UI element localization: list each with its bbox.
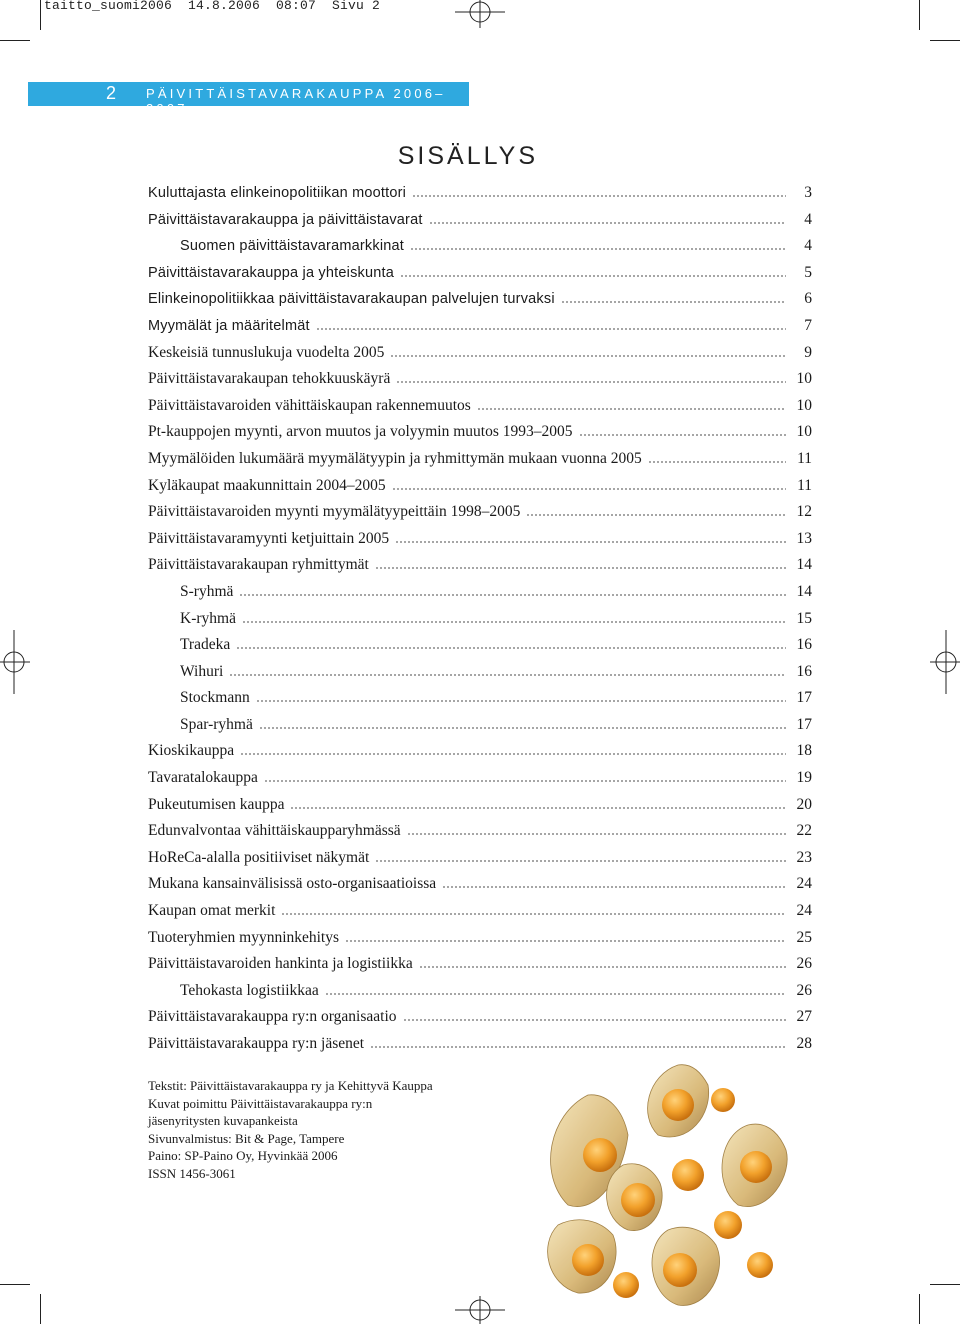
table-of-contents	[148, 180, 812, 1058]
toc-entry-label: Edunvalvontaa vähittäiskaupparyhmässä	[148, 822, 401, 840]
toc-entry	[148, 871, 812, 898]
dot-leader	[375, 860, 786, 862]
toc-entry-label: Päivittäistavaroiden vähittäiskaupan rakennemuutos	[148, 396, 471, 414]
dot-leader	[390, 355, 786, 357]
toc-entry	[148, 765, 812, 792]
toc-entry-page: 5	[804, 263, 812, 281]
toc-entry-label: Stockmann	[180, 689, 250, 707]
toc-entry-page: 3	[804, 184, 812, 201]
toc-entry-label: Päivittäistavarakauppa ja yhteiskunta	[148, 264, 394, 281]
header-banner	[28, 82, 469, 116]
toc-entry	[148, 1031, 812, 1058]
dot-leader	[370, 1046, 786, 1048]
dot-leader	[316, 328, 786, 330]
toc-entry-page: 6	[804, 290, 812, 308]
dot-leader	[256, 700, 786, 702]
toc-entry-label: Pt-kauppojen myynti, arvon muutos ja volyymin muutos 1993–2005	[148, 423, 573, 441]
toc-entry-label: Suomen päivittäistavaramarkkinat	[180, 238, 404, 255]
toc-entry-label: Päivittäistavaramyynti ketjuittain 2005	[148, 529, 390, 547]
toc-entry-page: 10	[796, 396, 812, 414]
crop-mark	[40, 0, 41, 30]
toc-entry	[148, 951, 812, 978]
toc-entry-label: Mukana kansainvälisissä osto-organisaatioissa	[148, 875, 437, 893]
toc-entry	[148, 925, 812, 952]
toc-entry	[148, 207, 812, 234]
toc-entry-page: 24	[796, 902, 812, 920]
registration-mark-icon	[930, 630, 960, 694]
toc-entry-label: Myymälöiden lukumäärä myymälätyypin ja ryhmittymän mukaan vuonna 2005	[148, 449, 642, 467]
physalis-berries-image	[528, 1055, 802, 1317]
dot-leader	[400, 275, 786, 277]
dot-leader	[648, 461, 786, 463]
dot-leader	[477, 408, 786, 410]
dot-leader	[281, 913, 786, 915]
toc-entry-label: Kioskikauppa	[148, 742, 235, 760]
toc-entry-page: 19	[796, 769, 812, 787]
credits-line: Paino: SP-Paino Oy, Hyvinkää 2006	[148, 1148, 338, 1164]
dot-leader	[526, 514, 786, 516]
dot-leader	[264, 780, 786, 782]
toc-entry-page: 14	[796, 556, 812, 574]
dot-leader	[442, 886, 786, 888]
toc-entry	[148, 659, 812, 686]
credits-line: Tekstit: Päivittäistavarakauppa ry ja Kehittyvä Kauppa	[148, 1078, 433, 1093]
toc-entry	[148, 499, 812, 526]
toc-entry-label: Pukeutumisen kauppa	[148, 795, 285, 813]
dot-leader	[242, 621, 786, 623]
toc-entry-label: Päivittäistavaroiden hankinta ja logistiikka	[148, 955, 413, 973]
dot-leader	[345, 940, 786, 942]
crop-mark	[930, 40, 960, 41]
toc-entry-label: Myymälät ja määritelmät	[148, 317, 310, 334]
toc-entry-page: 20	[796, 795, 812, 813]
toc-entry-page: 28	[796, 1035, 812, 1052]
toc-entry-page: 23	[796, 848, 812, 866]
toc-entry	[148, 233, 812, 260]
toc-entry-page: 16	[796, 662, 812, 680]
toc-entry	[148, 898, 812, 925]
toc-entry	[148, 526, 812, 553]
dot-leader	[561, 301, 786, 303]
toc-entry	[148, 792, 812, 819]
dot-leader	[419, 966, 786, 968]
toc-entry	[148, 818, 812, 845]
dot-leader	[407, 833, 786, 835]
toc-entry	[148, 552, 812, 579]
toc-entry-page: 11	[797, 476, 812, 494]
dot-leader	[410, 248, 786, 250]
toc-entry-page: 26	[796, 955, 812, 973]
toc-entry-page: 26	[796, 981, 812, 999]
toc-entry	[148, 978, 812, 1005]
toc-entry-page: 18	[796, 742, 812, 760]
toc-entry-page: 12	[796, 503, 812, 521]
crop-mark	[919, 1294, 920, 1324]
toc-entry-page: 16	[796, 636, 812, 654]
toc-entry-label: Päivittäistavarakauppa ry:n jäsenet	[148, 1035, 365, 1052]
toc-entry	[148, 286, 812, 313]
toc-entry-page: 24	[796, 875, 812, 893]
toc-entry	[148, 340, 812, 367]
toc-entry	[148, 738, 812, 765]
dot-leader	[290, 807, 786, 809]
dot-leader	[325, 993, 786, 995]
toc-entry-label: Tehokasta logistiikkaa	[180, 981, 319, 999]
toc-entry	[148, 473, 812, 500]
toc-entry-label: Tradeka	[180, 636, 231, 654]
crop-mark	[919, 0, 920, 30]
toc-entry-label: Spar-ryhmä	[180, 715, 253, 733]
credits	[148, 1077, 433, 1183]
toc-entry-page: 11	[797, 449, 812, 467]
toc-entry-label: Keskeisiä tunnuslukuja vuodelta 2005	[148, 343, 385, 361]
toc-entry	[148, 579, 812, 606]
toc-entry	[148, 845, 812, 872]
toc-entry-label: Päivittäistavarakauppa ry:n organisaatio	[148, 1008, 397, 1026]
toc-entry-page: 22	[796, 822, 812, 840]
toc-entry-page: 14	[796, 582, 812, 600]
registration-mark-icon	[455, 0, 505, 28]
dot-leader	[412, 195, 786, 197]
toc-entry	[148, 685, 812, 712]
toc-entry-page: 27	[796, 1008, 812, 1026]
registration-mark-icon	[0, 630, 30, 694]
toc-entry-label: Tuoteryhmien myynninkehitys	[148, 928, 340, 946]
toc-entry-label: S-ryhmä	[180, 582, 234, 600]
dot-leader	[259, 727, 786, 729]
toc-entry	[148, 366, 812, 393]
toc-entry	[148, 606, 812, 633]
toc-entry-label: Elinkeinopolitiikkaa päivittäistavarakaupan palvelujen turvaksi	[148, 291, 555, 308]
dot-leader	[396, 381, 786, 383]
toc-entry	[148, 419, 812, 446]
toc-entry-page: 17	[796, 715, 812, 733]
toc-entry	[148, 1004, 812, 1031]
toc-entry-page: 9	[804, 343, 812, 361]
registration-mark-icon	[455, 1296, 505, 1324]
toc-entry-label: Päivittäistavarakaupan ryhmittymät	[148, 556, 369, 574]
toc-entry-label: Päivittäistavarakauppa ja päivittäistavarat	[148, 211, 423, 228]
toc-entry	[148, 260, 812, 287]
credits-line: Sivunvalmistus: Bit & Page, Tampere	[148, 1130, 345, 1146]
toc-entry-label: K-ryhmä	[180, 609, 236, 627]
dot-leader	[395, 541, 786, 543]
toc-entry-label: Kaupan omat merkit	[148, 902, 276, 920]
toc-entry-page: 15	[796, 609, 812, 627]
dot-leader	[229, 674, 786, 676]
toc-entry-label: Päivittäistavaroiden myynti myymälätyypeittäin 1998–2005	[148, 503, 521, 521]
toc-entry-page: 10	[796, 370, 812, 388]
dot-leader	[239, 594, 786, 596]
toc-entry	[148, 180, 812, 207]
toc-entry	[148, 712, 812, 739]
crop-mark	[0, 40, 30, 41]
page-title: SISÄLLYS	[397, 142, 538, 170]
toc-entry-label: Kuluttajasta elinkeinopolitiikan moottori	[148, 185, 407, 201]
dot-leader	[403, 1019, 787, 1021]
dot-leader	[375, 567, 786, 569]
toc-entry-page: 7	[804, 316, 812, 334]
toc-entry-page: 10	[796, 423, 812, 441]
crop-mark	[0, 1284, 30, 1285]
toc-entry-label: Päivittäistavarakaupan tehokkuuskäyrä	[148, 370, 391, 388]
crop-mark	[930, 1284, 960, 1285]
toc-entry	[148, 313, 812, 340]
toc-entry-label: Kyläkaupat maakunnittain 2004–2005	[148, 476, 386, 494]
dot-leader	[429, 222, 786, 224]
dot-leader	[392, 488, 786, 490]
credits-line: Kuvat poimittu Päivittäistavarakauppa ry:n	[148, 1095, 373, 1111]
dot-leader	[236, 647, 786, 649]
toc-entry-page: 25	[796, 928, 812, 946]
toc-entry-page: 17	[796, 689, 812, 707]
dot-leader	[579, 434, 786, 436]
toc-entry	[148, 393, 812, 420]
toc-entry-page: 4	[804, 210, 812, 228]
banner-title: PÄIVITTÄISTAVARAKAUPPA 2006–2007	[146, 86, 446, 116]
toc-entry-page: 4	[804, 237, 812, 255]
page-number: 2	[106, 83, 117, 103]
credits-line: ISSN 1456-3061	[148, 1165, 236, 1181]
toc-entry-label: Wihuri	[180, 662, 224, 680]
toc-entry-label: HoReCa-alalla positiiviset näkymät	[148, 848, 370, 866]
toc-entry	[148, 446, 812, 473]
crop-mark	[40, 1294, 41, 1324]
toc-entry	[148, 632, 812, 659]
credits-line: jäsenyritysten kuvapankeista	[148, 1113, 298, 1129]
dot-leader	[240, 753, 786, 755]
printer-slug: taitto_suomi2006 14.8.2006 08:07 Sivu 2	[44, 0, 381, 13]
toc-entry-page: 13	[796, 529, 812, 547]
toc-entry-label: Tavaratalokauppa	[148, 769, 258, 787]
